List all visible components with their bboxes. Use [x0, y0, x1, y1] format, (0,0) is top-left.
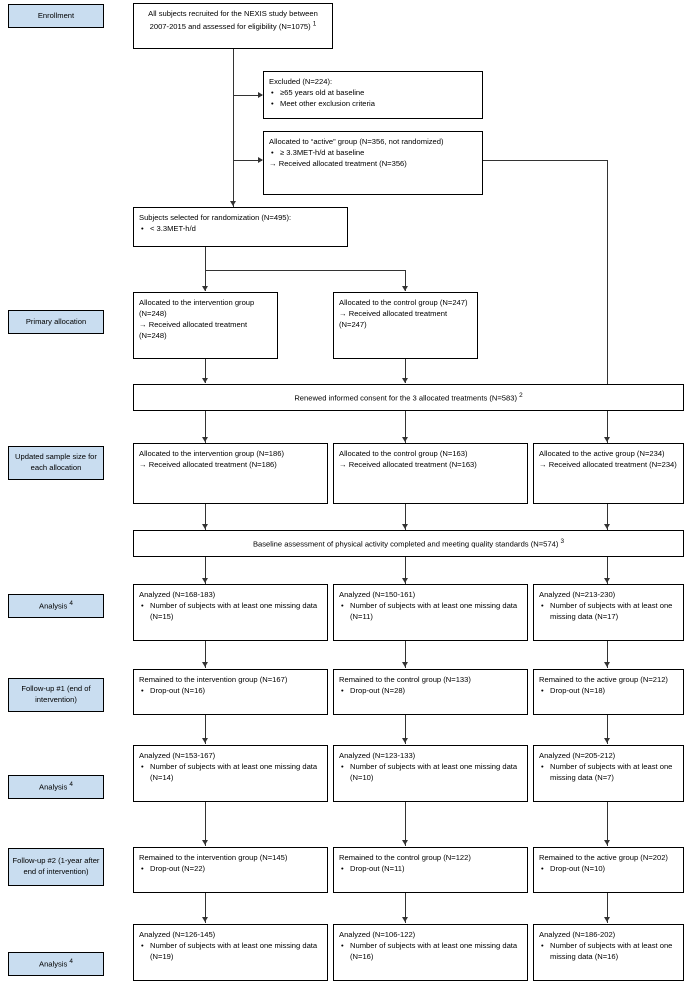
arrowhead-to-updated-active	[604, 437, 610, 442]
box-title: Remained to the active group (N=212)	[539, 675, 668, 684]
box-analysis3-control	[333, 924, 528, 981]
box-title: Analyzed (N=123-133)	[339, 751, 416, 760]
box-updated-control	[333, 443, 528, 504]
arrowhead-f2-act-a3	[604, 917, 610, 922]
box-title: Analyzed (N=186-202)	[539, 930, 616, 939]
connector-active-right	[483, 160, 608, 161]
stage-label-follow-up-1	[8, 678, 104, 712]
box-title: Remained to the intervention group (N=167)	[139, 675, 288, 684]
arrowhead-a2-ctl-f2	[402, 840, 408, 845]
box-title: Subjects selected for randomization (N=495):	[139, 213, 292, 222]
stage-label-updated-sample-size	[8, 446, 104, 480]
arrowhead-int-to-consent	[202, 378, 208, 383]
arrowhead-baseline-int	[202, 578, 208, 583]
box-analysis2-control	[333, 745, 528, 802]
stage-label-primary-allocation	[8, 310, 104, 334]
box-received-line: → Received allocated treatment (N=234)	[539, 460, 677, 469]
box-analysis2-active	[533, 745, 684, 802]
arrowhead-a2-int-f2	[202, 840, 208, 845]
arrowhead-consent-int	[202, 437, 208, 442]
box-analysis2-intervention	[133, 745, 328, 802]
box-followup1-control	[333, 669, 528, 715]
stage-text: Analysis $^4$	[39, 599, 73, 611]
box-title: Remained to the intervention group (N=145)	[139, 853, 288, 862]
bullet-item: • Drop-out (N=22)	[150, 863, 322, 874]
box-analysis1-active	[533, 584, 684, 641]
arrowhead-a2-act-f2	[604, 840, 610, 845]
box-followup1-active	[533, 669, 684, 715]
arrowhead-f1-ctl-a2	[402, 738, 408, 743]
bullet-item: • Drop-out (N=18)	[550, 685, 678, 696]
box-title: Allocated to the intervention group (N=248)	[139, 298, 255, 318]
box-bullets	[339, 863, 522, 874]
bullet-item: • Number of subjects with at least one missing data (N=7)	[550, 761, 678, 783]
box-primary-control	[333, 292, 478, 359]
stage-text: Updated sample size for each allocation	[15, 452, 97, 472]
bullet-item: • ≥ 3.3MET-h/d at baseline	[280, 147, 477, 158]
bullet-item: • Number of subjects with at least one missing data (N=17)	[550, 600, 678, 622]
bullet-item: • Number of subjects with at least one missing data (N=10)	[350, 761, 522, 783]
stage-label-analysis-2	[8, 775, 104, 799]
stage-text: Analysis $^4$	[39, 957, 73, 969]
box-title: Analyzed (N=126-145)	[139, 930, 216, 939]
box-bullets	[339, 685, 522, 696]
box-title: Remained to the control group (N=122)	[339, 853, 471, 862]
box-title: Allocated to “active” group (N=356, not randomized)	[269, 137, 444, 146]
arrowhead-a1-int-f1	[202, 662, 208, 667]
box-text: Renewed informed consent for the 3 allocated treatments (N=583) $^2$	[294, 392, 523, 403]
box-title: Allocated to the intervention group (N=186)	[139, 449, 285, 458]
box-bullets	[139, 685, 322, 696]
arrowhead-f1-int-a2	[202, 738, 208, 743]
arrowhead-to-primary-intervention	[202, 286, 208, 291]
box-title: Allocated to the control group (N=163)	[339, 449, 468, 458]
box-followup1-intervention	[133, 669, 328, 715]
box-title: Allocated to the active group (N=234)	[539, 449, 665, 458]
box-received-line: → Received allocated treatment (N=248)	[139, 320, 248, 340]
box-bullets	[269, 147, 477, 158]
arrowhead-to-primary-control	[402, 286, 408, 291]
box-received-line: → Received allocated treatment (N=163)	[339, 460, 477, 469]
bullet-item: • Number of subjects with at least one missing data (N=15)	[150, 600, 322, 622]
arrowhead-upd-int-baseline	[202, 524, 208, 529]
bullet-item: • Drop-out (N=11)	[350, 863, 522, 874]
box-followup2-intervention	[133, 847, 328, 893]
bullet-item: • Number of subjects with at least one missing data (N=14)	[150, 761, 322, 783]
box-bullets	[139, 863, 322, 874]
box-active-group	[263, 131, 483, 195]
box-followup2-control	[333, 847, 528, 893]
bullet-item: • ≥65 years old at baseline	[280, 87, 477, 98]
box-baseline-assessment	[133, 530, 684, 557]
arrowhead-upd-act-baseline	[604, 524, 610, 529]
box-bullets	[339, 761, 522, 783]
stage-label-follow-up-2	[8, 848, 104, 886]
box-title: Analyzed (N=150-161)	[339, 590, 416, 599]
arrowhead-consent-ctl	[402, 437, 408, 442]
box-received-line: → Received allocated treatment (N=356)	[269, 159, 407, 168]
box-randomization	[133, 207, 348, 247]
box-bullets	[539, 685, 678, 696]
box-analysis3-intervention	[133, 924, 328, 981]
box-title: Analyzed (N=153-167)	[139, 751, 216, 760]
box-updated-active	[533, 443, 684, 504]
box-text: All subjects recruited for the NEXIS study between 2007-2015 and assessed for eligibility (N=1075) $^1$	[148, 9, 318, 31]
box-bullets	[139, 761, 322, 783]
box-analysis1-control	[333, 584, 528, 641]
stage-text: Primary allocation	[25, 316, 87, 326]
bullet-item: • Drop-out (N=10)	[550, 863, 678, 874]
connector-rand-split	[205, 270, 406, 271]
box-bullets	[539, 940, 678, 962]
arrowhead-f1-act-a2	[604, 738, 610, 743]
box-received-line: → Received allocated treatment (N=186)	[139, 460, 277, 469]
box-followup2-active	[533, 847, 684, 893]
box-bullets	[539, 863, 678, 874]
box-title: Analyzed (N=168-183)	[139, 590, 216, 599]
arrowhead-ctl-to-consent	[402, 378, 408, 383]
arrowhead-a1-ctl-f1	[402, 662, 408, 667]
box-title: Remained to the control group (N=133)	[339, 675, 471, 684]
arrowhead-baseline-act	[604, 578, 610, 583]
bullet-item: • Number of subjects with at least one missing data (N=11)	[350, 600, 522, 622]
box-bullets	[269, 87, 477, 109]
bullet-item: • < 3.3MET-h/d	[150, 223, 342, 234]
box-title: Analyzed (N=205-212)	[539, 751, 616, 760]
box-bullets	[339, 940, 522, 962]
box-bullets	[339, 600, 522, 622]
box-bullets	[539, 761, 678, 783]
connector-recruited-down	[233, 49, 234, 207]
bullet-item: • Number of subjects with at least one missing data (N=16)	[550, 940, 678, 962]
box-bullets	[139, 940, 322, 962]
bullet-item: • Number of subjects with at least one missing data (N=19)	[150, 940, 322, 962]
box-title: Excluded (N=224):	[269, 77, 333, 86]
bullet-item: • Number of subjects with at least one missing data (N=16)	[350, 940, 522, 962]
box-bullets	[139, 223, 342, 234]
stage-text: Follow-up #2 (1-year after end of intervention)	[12, 856, 100, 876]
box-bullets	[139, 600, 322, 622]
box-analysis1-intervention	[133, 584, 328, 641]
box-renewed-consent	[133, 384, 684, 411]
box-title: Analyzed (N=213-230)	[539, 590, 616, 599]
box-updated-intervention	[133, 443, 328, 504]
stage-label-analysis-1	[8, 594, 104, 618]
box-excluded	[263, 71, 483, 119]
box-bullets	[539, 600, 678, 622]
arrowhead-f2-int-a3	[202, 917, 208, 922]
arrowhead-upd-ctl-baseline	[402, 524, 408, 529]
arrowhead-baseline-ctl	[402, 578, 408, 583]
connector-rand-stem	[205, 247, 206, 270]
stage-label-enrollment	[8, 4, 104, 28]
box-primary-intervention	[133, 292, 278, 359]
box-text: Baseline assessment of physical activity completed and meeting quality standards (N=574) $^3$	[252, 538, 565, 549]
stage-label-analysis-3	[8, 952, 104, 976]
box-title: Allocated to the control group (N=247)	[339, 298, 468, 307]
box-title: Remained to the active group (N=202)	[539, 853, 668, 862]
stage-text: Analysis $^4$	[39, 780, 73, 792]
stage-text: Follow-up #1 (end of intervention)	[21, 684, 91, 704]
box-title: Analyzed (N=106-122)	[339, 930, 416, 939]
arrowhead-f2-ctl-a3	[402, 917, 408, 922]
box-analysis3-active	[533, 924, 684, 981]
bullet-item: • Drop-out (N=16)	[150, 685, 322, 696]
stage-text: Enrollment	[37, 10, 75, 20]
bullet-item: • Meet other exclusion criteria	[280, 98, 477, 109]
box-received-line: → Received allocated treatment (N=247)	[339, 309, 448, 329]
box-recruited	[133, 3, 333, 49]
bullet-item: • Drop-out (N=28)	[350, 685, 522, 696]
arrowhead-a1-act-f1	[604, 662, 610, 667]
arrowhead-to-randomization	[230, 201, 236, 206]
